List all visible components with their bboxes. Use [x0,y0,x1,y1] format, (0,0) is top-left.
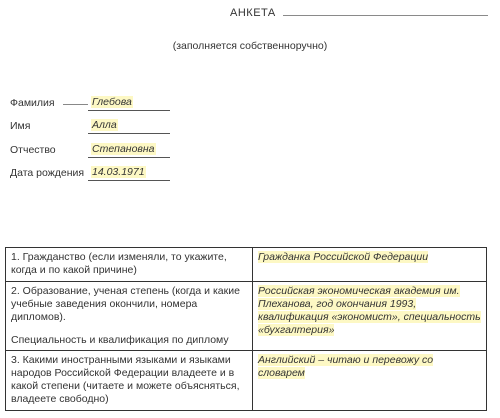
birthdate-value: 14.03.1971 [92,166,145,178]
answer-cell[interactable] [253,248,487,282]
questionnaire-table [5,247,487,411]
table-row [6,282,487,351]
surname-field[interactable] [88,93,170,111]
question-cell [6,248,253,282]
name-label: Имя [10,120,31,132]
answer-text: Гражданка Российской Федерации [258,251,429,263]
question-cell [6,351,253,411]
table-row [6,248,487,282]
name-field[interactable] [88,116,170,134]
answer-cell[interactable] [253,282,487,351]
patronymic-field[interactable] [88,140,170,158]
form-title: АНКЕТА [230,7,276,19]
surname-leader-line [63,104,88,105]
title-divider [283,15,488,16]
patronymic-label: Отчество [10,144,56,156]
question-cell [6,282,253,351]
name-value: Алла [92,119,117,131]
question-text: 3. Какими иностранными языками и языками народов Российской Федерации владеете и в какой степени (читаете и можете объясняться, владеете свободно) [11,354,240,405]
answer-cell[interactable] [253,351,487,411]
question-text: 2. Образование, ученая степень (когда и какие учебные заведения окончили, номера дипломов). [11,285,240,323]
question-extra-text: Специальность и квалификация по диплому [11,334,229,346]
question-text: 1. Гражданство (если изменяли, то укажите, когда и по какой причине) [11,251,227,276]
table-row [6,351,487,411]
surname-value: Глебова [92,96,132,108]
patronymic-value: Степановна [92,143,155,155]
answer-text: Английский – читаю и перевожу со словарем [258,354,434,379]
birthdate-field[interactable] [88,163,170,181]
surname-label: Фамилия [10,97,55,109]
form-subtitle: (заполняется собственноручно) [172,40,328,52]
answer-text: Российская экономическая академия им. Плеханова, год окончания 1993, квалификация «экономист», специальность «бухгалтерия» [258,285,481,336]
birthdate-label: Дата рождения [10,167,85,179]
